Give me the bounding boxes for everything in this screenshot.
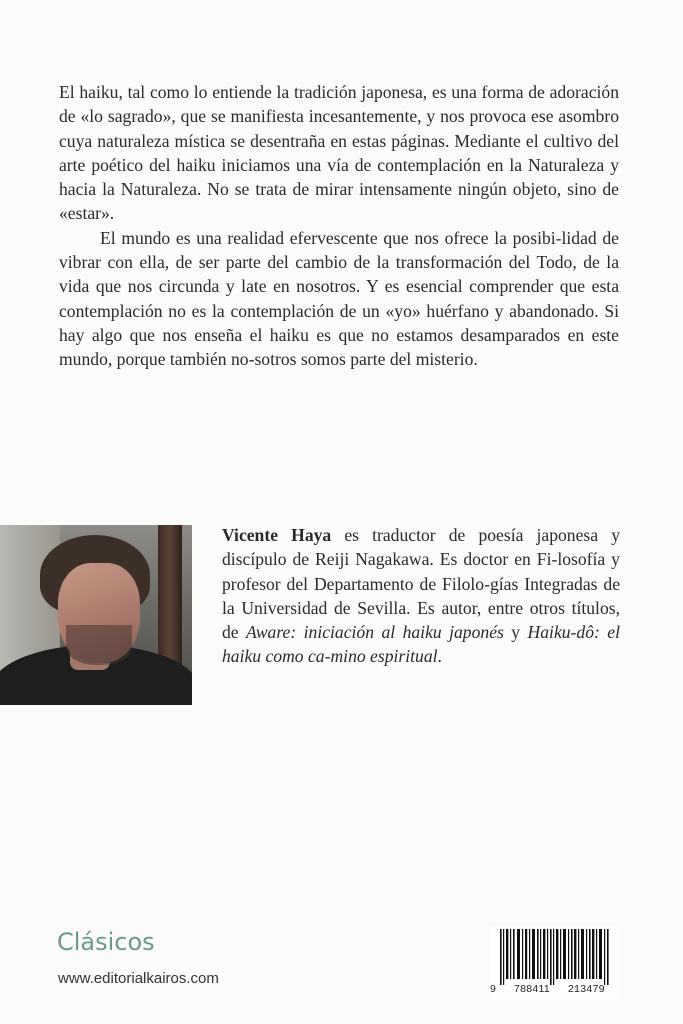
photo-beard <box>66 625 132 665</box>
bio-text: es traductor de poesía japonesa <box>331 525 599 545</box>
bio-text: y <box>503 622 528 643</box>
book-title: Aware: iniciación <box>246 622 375 643</box>
barcode-digit-group: 788411 <box>514 983 551 995</box>
bio-text: autor, entre otros títulos, de <box>222 597 620 643</box>
blurb-line: vía de contemplación en la Naturaleza y hacia la Naturaleza. No se <box>59 154 619 200</box>
author-photo <box>0 525 192 705</box>
book-title: Haiku-dô: el haiku como ca- <box>222 622 620 667</box>
barcode-digit-group: 213479 <box>568 983 605 995</box>
blurb-line: comprender que esta contemplación no es la contemplación de un <box>59 276 620 321</box>
blurb-paragraph-2 <box>59 226 619 372</box>
publisher-website: www.editorialkairos.com <box>58 970 219 987</box>
isbn-barcode <box>490 927 620 999</box>
blurb-line: «yo» huérfano y abandonado. Si hay algo que nos enseña el haiku es <box>59 300 619 345</box>
barcode-digit-group: 9 <box>490 983 497 995</box>
blurb-line: lidad de vibrar con ella, de ser parte del cambio de la transformación <box>59 227 619 273</box>
barcode-bars <box>490 927 620 985</box>
blurb-line: El mundo es una realidad efervescente que nos ofrece la posibi- <box>100 227 562 248</box>
blurb-line: provoca ese asombro cuya naturaleza mística se desentraña en estas <box>59 106 619 151</box>
back-cover-blurb <box>59 80 619 372</box>
blurb-line: sotros somos parte del misterio. <box>254 349 478 370</box>
bio-text: y discípulo de Reiji Nagakawa. Es doctor en Fi- <box>222 525 620 570</box>
bio-text: . <box>437 646 442 667</box>
blurb-line: páginas. Mediante el cultivo del arte poético del haiku iniciamos una <box>59 130 620 175</box>
blurb-line: que no estamos desamparados en este mundo, porque también no- <box>59 324 619 370</box>
book-title: al haiku japonés <box>381 622 504 643</box>
author-name: Vicente Haya <box>222 525 332 545</box>
blurb-line: adoración de «lo sagrado», que se manifiesta incesantemente, y nos <box>59 82 619 127</box>
author-bio-text <box>222 523 620 669</box>
blurb-line: trata de mirar intensamente ningún objeto, sino de «estar». <box>59 179 619 224</box>
bio-text: losofía y profesor del Departamento de Filolo- <box>222 549 620 594</box>
blurb-line: El haiku, tal como lo entiende la tradición japonesa, es una forma de <box>59 82 545 102</box>
blurb-paragraph-1 <box>59 80 619 226</box>
book-title: mino espiritual <box>330 646 438 667</box>
series-label: Clásicos <box>57 928 155 956</box>
author-bio <box>222 523 620 669</box>
blurb-line: del Todo, de la vida que nos circunda y late en nosotros. Y es esencial <box>59 252 620 297</box>
bio-text: gías Integradas de la Universidad de Sevilla. Es <box>222 573 621 618</box>
